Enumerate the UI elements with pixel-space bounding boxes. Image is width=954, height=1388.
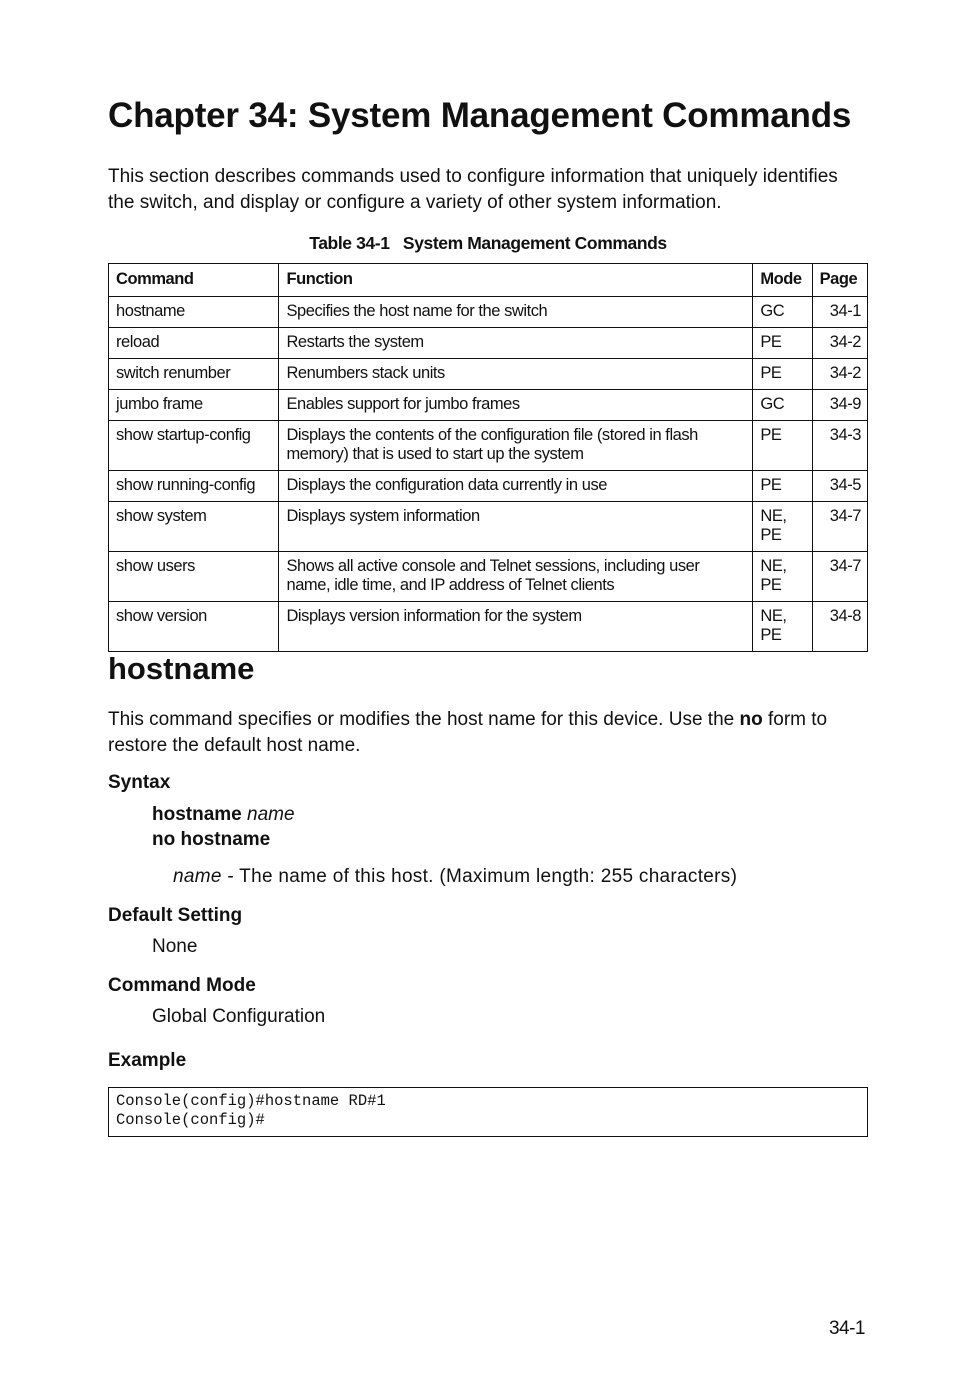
description-keyword: no — [739, 709, 763, 730]
table-row — [109, 471, 868, 502]
cell-function: Shows all active console and Telnet sessions, including user name, idle time, and IP address of Telnet clients — [279, 552, 753, 602]
page-number: 34-1 — [828, 1318, 865, 1339]
header-command: Command — [109, 264, 279, 297]
cell-command: show startup-config — [109, 421, 279, 471]
cell-function: Enables support for jumbo frames — [279, 390, 753, 421]
header-mode: Mode — [753, 264, 812, 297]
table-row — [109, 328, 868, 359]
table-header-row — [109, 264, 868, 297]
default-setting-value: None — [152, 936, 198, 957]
cell-page: 34-3 — [812, 421, 867, 471]
table-row — [109, 390, 868, 421]
table-row — [109, 502, 868, 552]
description-text: This command specifies or modifies the host name for this device. Use the — [108, 709, 740, 730]
cell-function: Displays system information — [279, 502, 753, 552]
table-row — [109, 297, 868, 328]
cell-function: Specifies the host name for the switch — [279, 297, 753, 328]
command-mode-value: Global Configuration — [152, 1006, 326, 1027]
cell-page: 34-9 — [812, 390, 867, 421]
cell-page: 34-7 — [812, 552, 867, 602]
cell-mode: NE, PE — [753, 602, 812, 652]
cell-function: Restarts the system — [279, 328, 753, 359]
cell-mode: PE — [753, 421, 812, 471]
cell-mode: PE — [753, 471, 812, 502]
chapter-title: Chapter 34: System Management Commands — [108, 96, 852, 135]
section-title: hostname — [108, 651, 255, 686]
cell-command: reload — [109, 328, 279, 359]
cell-mode: PE — [753, 359, 812, 390]
cell-mode: NE, PE — [753, 552, 812, 602]
table-row — [109, 602, 868, 652]
parameter-text: - The name of this host. (Maximum length: 255 characters) — [221, 866, 738, 887]
description-text-end: form to restore the default host name. — [108, 709, 828, 756]
example-heading: Example — [108, 1050, 187, 1071]
header-function: Function — [279, 264, 753, 297]
cell-page: 34-7 — [812, 502, 867, 552]
system-management-commands-table — [108, 263, 868, 652]
header-page: Page — [812, 264, 867, 297]
cell-mode: PE — [753, 328, 812, 359]
cell-function: Displays the configuration data currently in use — [279, 471, 753, 502]
parameter-description — [173, 866, 737, 888]
section-description — [108, 707, 868, 759]
cell-command: hostname — [109, 297, 279, 328]
cell-command: switch renumber — [109, 359, 279, 390]
cell-page: 34-5 — [812, 471, 867, 502]
intro-paragraph: This section describes commands used to configure information that uniquely identifies the switch, and display or configure a variety of other system information. — [108, 166, 838, 213]
cell-function: Renumbers stack units — [279, 359, 753, 390]
syntax-heading: Syntax — [108, 772, 171, 793]
table-caption: Table 34-1 System Management Commands — [309, 233, 667, 253]
cell-page: 34-2 — [812, 359, 867, 390]
cell-function: Displays version information for the system — [279, 602, 753, 652]
syntax-line-1 — [152, 804, 295, 826]
example-code-block — [108, 1087, 868, 1137]
cell-page: 34-8 — [812, 602, 867, 652]
cell-mode: NE, PE — [753, 502, 812, 552]
table-row — [109, 552, 868, 602]
table-row — [109, 421, 868, 471]
syntax-command: hostname — [152, 804, 242, 825]
cell-command: show running-config — [109, 471, 279, 502]
table-row — [109, 359, 868, 390]
cell-command: jumbo frame — [109, 390, 279, 421]
cell-mode: GC — [753, 297, 812, 328]
syntax-no-command: no hostname — [152, 829, 271, 850]
parameter-name: name — [173, 866, 222, 887]
cell-page: 34-2 — [812, 328, 867, 359]
cell-command: show system — [109, 502, 279, 552]
cell-function: Displays the contents of the configuration file (stored in flash memory) that is used to start up the system — [279, 421, 753, 471]
code-line: Console(config)# — [116, 1111, 265, 1129]
cell-command: show version — [109, 602, 279, 652]
default-setting-heading: Default Setting — [108, 905, 243, 926]
cell-command: show users — [109, 552, 279, 602]
syntax-line-2 — [152, 829, 270, 851]
cell-mode: GC — [753, 390, 812, 421]
code-line: Console(config)#hostname RD#1 — [116, 1092, 386, 1110]
syntax-argument: name — [247, 804, 295, 825]
cell-page: 34-1 — [812, 297, 867, 328]
command-mode-heading: Command Mode — [108, 975, 256, 996]
